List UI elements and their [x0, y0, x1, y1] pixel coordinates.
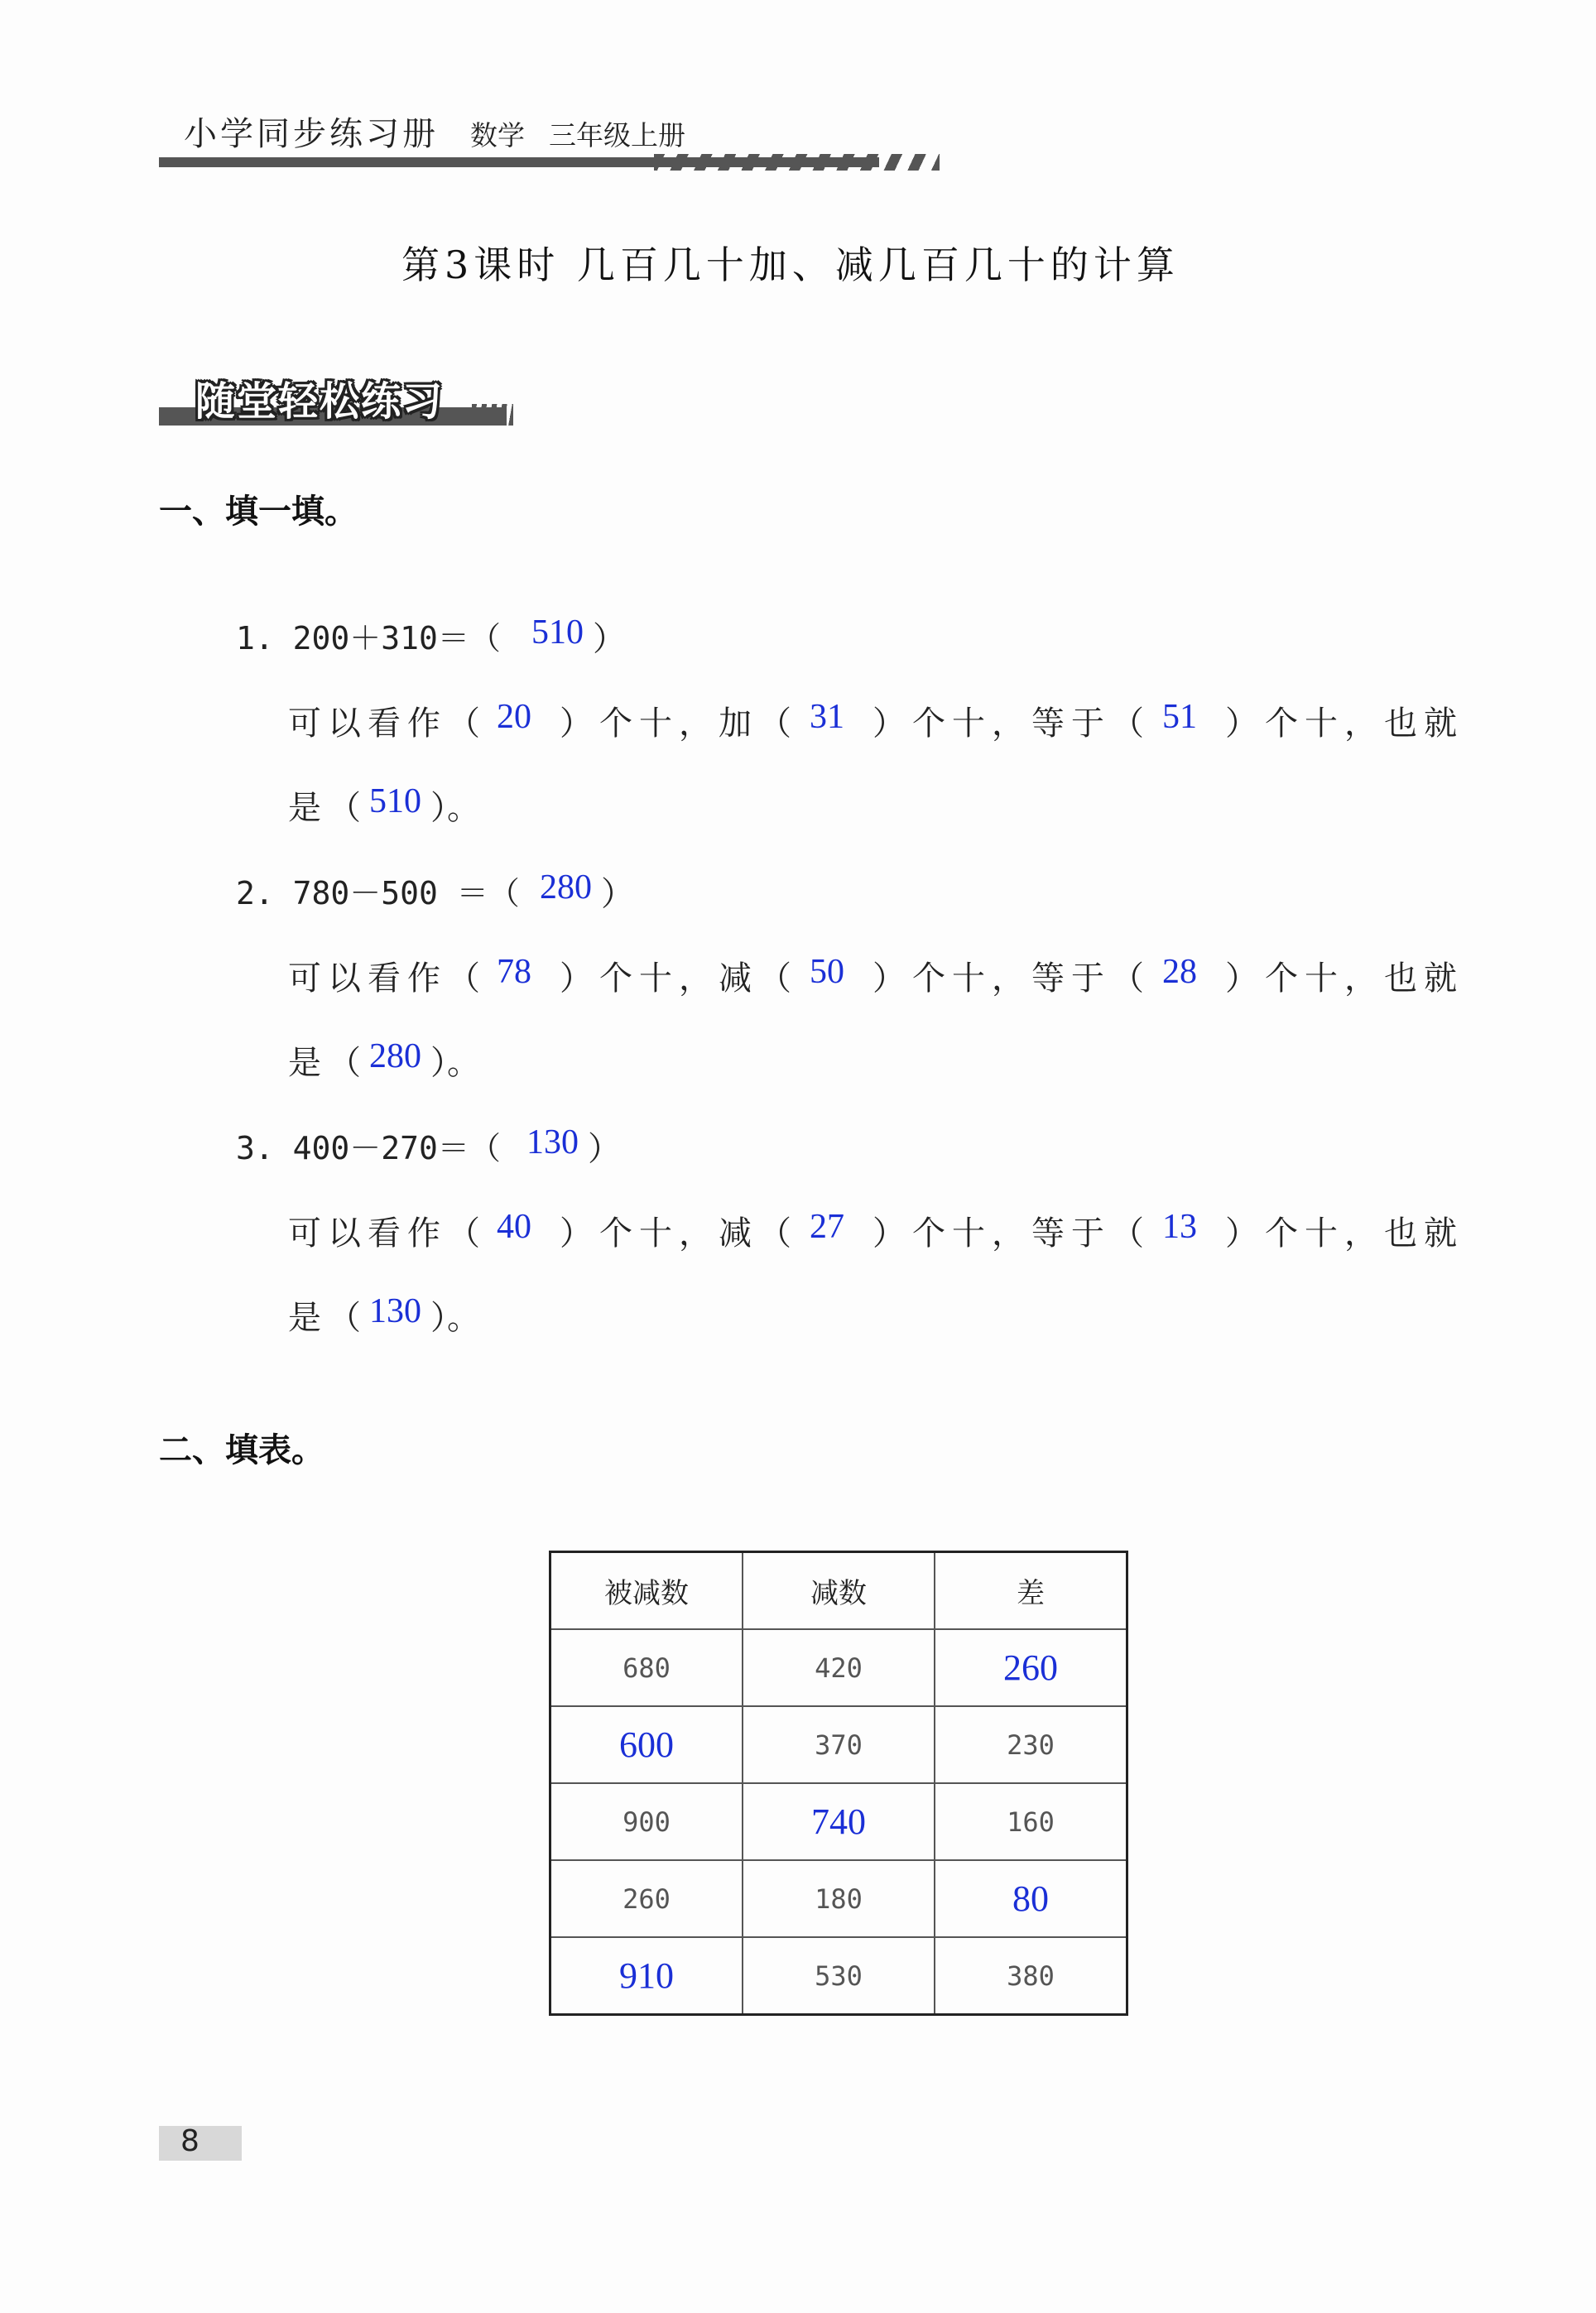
answer-c: 13: [1162, 1208, 1197, 1246]
answer-c: 28: [1162, 953, 1197, 991]
table-cell: 420: [743, 1629, 935, 1706]
header-stripes: [654, 154, 940, 171]
mid2-text: ）个十，等于（: [873, 704, 1151, 743]
tail-text: ）个十，也就: [1225, 959, 1464, 998]
answer-result: 280: [540, 868, 592, 906]
table-cell: 370: [743, 1706, 935, 1783]
table-cell: 160: [935, 1783, 1127, 1860]
equation-text: 3. 400－270＝（: [236, 1130, 501, 1166]
table-cell: 260: [550, 1860, 743, 1937]
tail-text: ）个十，也就: [1225, 1214, 1464, 1253]
is-text: 是（: [288, 789, 368, 827]
table-cell: 900: [550, 1783, 743, 1860]
table-row: [550, 1783, 1127, 1860]
answer-b: 31: [810, 698, 844, 736]
mid2-text: ）个十，等于（: [873, 959, 1151, 998]
is-text: 是（: [288, 1299, 368, 1337]
table-row: [550, 1706, 1127, 1783]
table-cell-answer: 80: [935, 1860, 1127, 1937]
table-cell-answer: 600: [550, 1706, 743, 1783]
answer-a: 20: [497, 698, 531, 736]
answer-b: 27: [810, 1208, 844, 1246]
table-row: [550, 1937, 1127, 2015]
table-cell: 530: [743, 1937, 935, 2015]
end-text: ）。: [430, 1044, 480, 1082]
close-paren: ）: [588, 1130, 621, 1168]
table-cell-answer: 260: [935, 1629, 1127, 1706]
lesson-title: 第3课时 几百几十加、减几百几十的计算: [401, 243, 1180, 287]
lead-text: 可以看作（: [288, 1214, 487, 1253]
section-banner: 随堂轻松练习: [195, 378, 445, 425]
end-text: ）。: [430, 1299, 480, 1337]
page-number: 8: [180, 2124, 200, 2158]
answer-d: 280: [369, 1037, 421, 1075]
lead-text: 可以看作（: [288, 959, 487, 998]
table-cell: 180: [743, 1860, 935, 1937]
series-title: 小学同步练习册: [184, 115, 439, 153]
table-cell-answer: 740: [743, 1783, 935, 1860]
page-number-badge: [159, 2126, 242, 2161]
section2-title: 二、填表。: [159, 1431, 324, 1469]
section1-title: 一、填一填。: [159, 492, 358, 531]
banner-stripes: [472, 404, 513, 426]
mid1-text: ）个十，加（: [560, 704, 798, 743]
table-cell: 680: [550, 1629, 743, 1706]
table-cell: 380: [935, 1937, 1127, 2015]
lead-text: 可以看作（: [288, 704, 487, 743]
answer-d: 130: [369, 1292, 421, 1330]
tail-text: ）个十，也就: [1225, 704, 1464, 743]
mid1-text: ）个十，减（: [560, 959, 798, 998]
end-text: ）。: [430, 789, 480, 827]
table-cell-answer: 910: [550, 1937, 743, 2015]
table-cell: 230: [935, 1706, 1127, 1783]
is-text: 是（: [288, 1044, 368, 1082]
equation-text: 1. 200＋310＝（: [236, 620, 501, 656]
table-row: [550, 1860, 1127, 1937]
answer-d: 510: [369, 782, 421, 820]
answer-result: 130: [526, 1123, 579, 1161]
subtraction-table: [549, 1551, 1128, 2016]
close-paren: ）: [601, 875, 634, 913]
equation-text: 2. 780－500 ＝（: [236, 875, 520, 911]
header-minuend: 被减数: [550, 1552, 743, 1630]
answer-b: 50: [810, 953, 844, 991]
header-difference: 差: [935, 1552, 1127, 1630]
grade-label: 三年级上册: [549, 119, 685, 151]
subject-label: 数学: [470, 119, 525, 151]
answer-a: 40: [497, 1208, 531, 1246]
header-subtrahend: 减数: [743, 1552, 935, 1630]
answer-a: 78: [497, 953, 531, 991]
mid1-text: ）个十，减（: [560, 1214, 798, 1253]
table-header-row: [550, 1552, 1127, 1630]
table-row: [550, 1629, 1127, 1706]
mid2-text: ）个十，等于（: [873, 1214, 1151, 1253]
close-paren: ）: [593, 620, 626, 658]
answer-c: 51: [1162, 698, 1197, 736]
answer-result: 510: [531, 613, 584, 652]
